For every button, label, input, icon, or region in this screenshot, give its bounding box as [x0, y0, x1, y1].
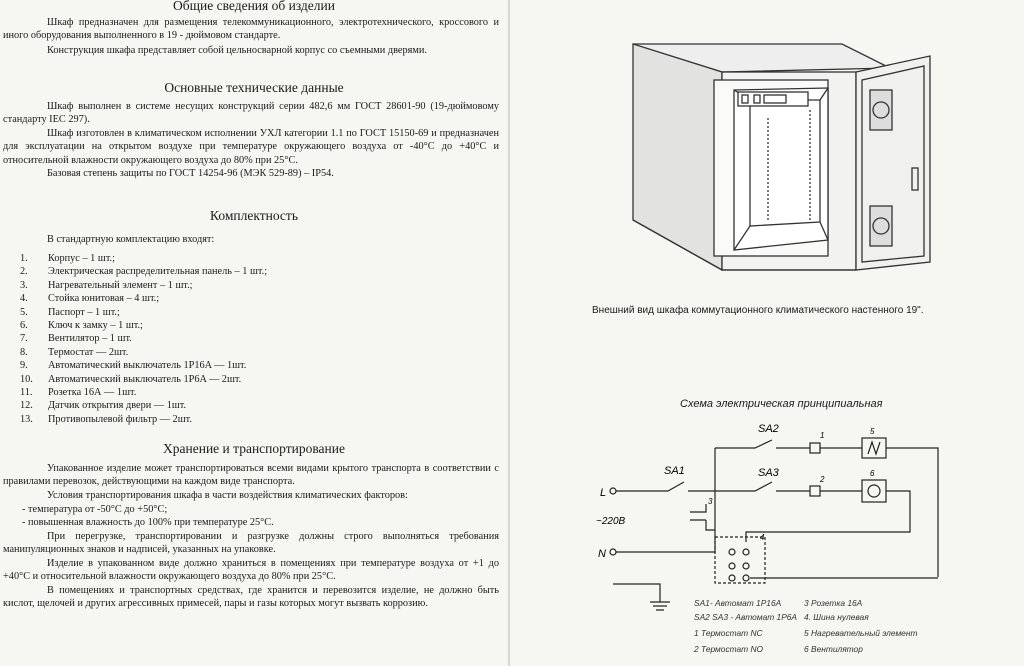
legend-heater: 5 Нагревательный элемент	[804, 628, 918, 638]
para-protection: Базовая степень защиты по ГОСТ 14254-96 (МЭК 529-89) – IP54.	[47, 168, 334, 179]
kit-item-text: Стойка юнитовая – 4 шт.;	[48, 293, 160, 305]
kit-list-item	[20, 346, 267, 359]
para-conditions: Условия транспортирования шкафа в части воздействия климатических факторов:	[47, 490, 408, 501]
kit-list-item	[20, 252, 267, 265]
kit-list-item	[20, 373, 267, 386]
kit-list-item	[20, 292, 267, 305]
label-sa3: SA3	[758, 467, 779, 479]
right-page	[510, 0, 1024, 666]
kit-item-number: 6.	[20, 320, 28, 332]
label-220v: ~220В	[596, 516, 626, 527]
legend-sa2-sa3: SA2 SA3 - Автомат 1P6A	[694, 612, 798, 622]
para-kit-intro: В стандартную комплектацию входят:	[47, 234, 215, 245]
kit-item-text: Нагревательный элемент – 1 шт.;	[48, 279, 193, 291]
legend-thermostat-nc: 1 Термостат NC	[694, 628, 763, 638]
kit-item-text: Вентилятор – 1 шт.	[48, 333, 132, 345]
kit-item-text: Паспорт – 1 шт.;	[48, 306, 120, 318]
kit-list	[20, 252, 267, 426]
label-sa2: SA2	[758, 423, 779, 435]
kit-item-text: Корпус – 1 шт.;	[48, 253, 115, 264]
kit-item-number: 8.	[20, 346, 28, 358]
label-3: 3	[708, 497, 713, 506]
electrical-schematic	[510, 412, 1024, 612]
kit-list-item	[20, 359, 267, 372]
kit-item-number: 12.	[20, 400, 33, 412]
cabinet-drawing	[510, 0, 1024, 300]
label-5: 5	[870, 427, 875, 436]
label-2: 2	[820, 475, 825, 484]
label-L: L	[600, 487, 607, 499]
para-storage: Изделие в упакованном виде должно храниться в помещениях при температуре воздуха от +1 до +40°C и относительной влажности окружающего воздуха до 80% при 25°C.	[3, 558, 499, 583]
kit-item-number: 3.	[20, 279, 28, 291]
label-6: 6	[870, 469, 875, 478]
kit-item-number: 13.	[20, 413, 33, 425]
sa1-switch	[668, 482, 684, 491]
para-corrosion: В помещениях и транспортных средствах, где хранится и перевозится изделие, не должно быть кислот, щелочей и других агрессивных примесей, пары и газы которых могут вызвать коррозию.	[3, 585, 499, 610]
kit-item-number: 2.	[20, 266, 28, 278]
kit-item-number: 5.	[20, 306, 28, 318]
kit-item-number: 10.	[20, 373, 33, 385]
kit-list-item	[20, 413, 267, 426]
legend-bus: 4. Шина нулевая	[804, 612, 869, 622]
para-system: Шкаф выполнен в системе несущих конструкций серии 482,6 мм ГОСТ 28601-90 (19-дюймовому стандарту IEC 297).	[3, 101, 499, 126]
heading-kit: Комплектность	[210, 208, 298, 223]
kit-item-text: Электрическая распределительная панель – 1 шт.;	[48, 266, 268, 278]
left-page	[0, 0, 508, 666]
kit-list-item	[20, 279, 267, 292]
kit-list-item	[20, 306, 267, 319]
legend-thermostat-no: 2 Термостат NO	[694, 644, 764, 654]
kit-list-item	[20, 319, 267, 332]
legend-fan: 6 Вентилятор	[804, 644, 863, 654]
kit-item-text: Автоматический выключатель 1P16A — 1шт.	[48, 360, 247, 372]
para-handling: При перегрузке, транспортировании и разгрузке должны строго выполняться требования манипуляционных знаков и надписей, указанных на упаковке.	[3, 531, 499, 556]
legend-sa1: SA1- Автомат 1P16A	[694, 598, 782, 608]
kit-item-text: Противопылевой фильтр — 2шт.	[48, 413, 192, 425]
label-N: N	[598, 548, 606, 560]
kit-list-item	[20, 399, 267, 412]
label-1: 1	[820, 431, 825, 440]
para-construction: Конструкция шкафа представляет собой цельносварной корпус со съемными дверями.	[47, 45, 427, 56]
para-climate: Шкаф изготовлен в климатическом исполнении УХЛ категории 1.1 по ГОСТ 15150-69 и предназначен для эксплуатации на открытом воздухе при температуре окружающего воздуха от -40°C до +40°C и относительной влажности окружающего воздуха до 80% при 25°C.	[3, 128, 499, 166]
kit-item-number: 4.	[20, 293, 28, 305]
kit-item-text: Термостат — 2шт.	[48, 346, 129, 358]
kit-list-item	[20, 386, 267, 399]
kit-list-item	[20, 332, 267, 345]
kit-item-text: Автоматический выключатель 1P6A — 2шт.	[48, 373, 242, 385]
para-purpose: Шкаф предназначен для размещения телекоммуникационного, электротехнического, кроссового и иного оборудования выполненного в 19 - дюймовом стандарте.	[3, 17, 499, 42]
kit-item-number: 1.	[20, 253, 28, 264]
para-temp: - температура от -50°C до +50°C;	[22, 504, 168, 515]
kit-item-number: 9.	[20, 360, 28, 372]
kit-item-number: 7.	[20, 333, 28, 345]
kit-item-text: Розетка 16А — 1шт.	[48, 387, 137, 399]
kit-item-text: Ключ к замку – 1 шт.;	[48, 320, 143, 332]
kit-item-text: Датчик открытия двери — 1шт.	[48, 400, 187, 412]
para-humidity: - повышенная влажность до 100% при температуре 25°C.	[22, 517, 274, 528]
heading-specs: Основные технические данные	[164, 80, 344, 95]
schema-title: Схема электрическая принципиальная	[680, 398, 883, 410]
kit-item-number: 11.	[20, 387, 33, 399]
para-transport: Упакованное изделие может транспортироваться всеми видами крытого транспорта в соответствии с правилами перевозок, действующими на каждом виде транспорта.	[3, 463, 499, 488]
kit-list-item	[20, 265, 267, 278]
heading-general: Общие сведения об изделии	[173, 0, 335, 13]
label-4: 4	[760, 533, 765, 542]
cabinet-caption: Внешний вид шкафа коммутационного климатического настенного 19".	[592, 305, 924, 316]
legend-socket: 3 Розетка 16А	[804, 598, 863, 608]
label-sa1: SA1	[664, 465, 685, 477]
heading-storage: Хранение и транспортирование	[163, 441, 345, 456]
